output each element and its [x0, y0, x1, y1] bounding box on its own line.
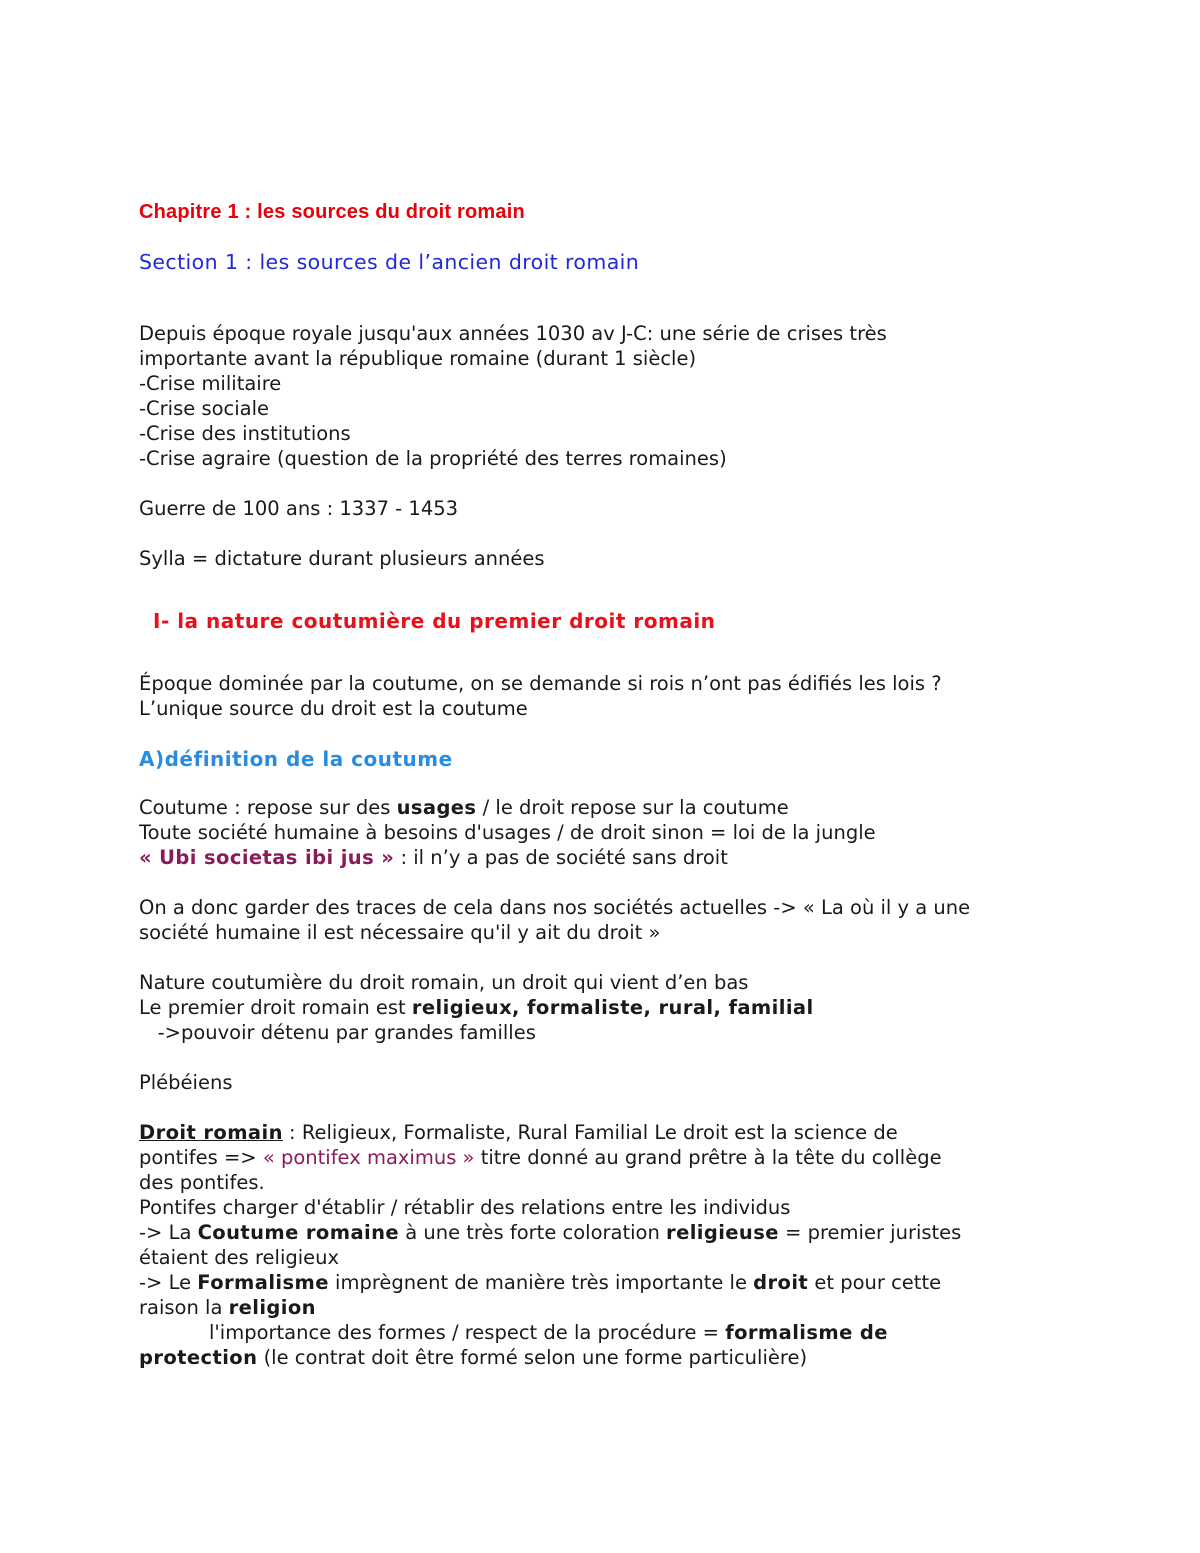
- coutume-line-1: Coutume : repose sur des usages / le droit repose sur la coutume: [139, 796, 789, 819]
- chapter-title: Chapitre 1 : les sources du droit romain: [139, 201, 525, 223]
- droit-romain-line-10: protection (le contrat doit être formé selon une forme particulière): [139, 1346, 808, 1369]
- droit-romain-heading: Droit romain: [139, 1121, 283, 1144]
- intro-line-1: Depuis époque royale jusqu'aux années 1030 av J-C: une série de crises très: [139, 322, 887, 345]
- nature-line-1: Nature coutumière du droit romain, un droit qui vient d’en bas: [139, 971, 749, 994]
- crise-item: -Crise sociale: [139, 397, 270, 420]
- crise-item: -Crise des institutions: [139, 422, 351, 445]
- coutume-line-2: Toute société humaine à besoins d'usages / de droit sinon = loi de la jungle: [139, 821, 876, 844]
- droit-romain-line-5: -> La Coutume romaine à une très forte coloration religieuse = premier juristes: [139, 1221, 962, 1244]
- droit-romain-line-4: Pontifes charger d'établir / rétablir des relations entre les individus: [139, 1196, 791, 1219]
- coutume-line-3: « Ubi societas ibi jus » : il n’y a pas de société sans droit: [139, 846, 728, 869]
- droit-romain-line-7: -> Le Formalisme imprègnent de manière très importante le droit et pour cette: [139, 1271, 942, 1294]
- droit-romain-line-3: des pontifes.: [139, 1171, 265, 1194]
- epoque-line-2: L’unique source du droit est la coutume: [139, 697, 528, 720]
- droit-romain-line-1: Droit romain : Religieux, Formaliste, Rural Familial Le droit est la science de: [139, 1121, 898, 1144]
- crise-item: -Crise agraire (question de la propriété des terres romaines): [139, 447, 727, 470]
- intro-line-2: importante avant la république romaine (durant 1 siècle): [139, 347, 697, 370]
- nature-line-2: Le premier droit romain est religieux, formaliste, rural, familial: [139, 996, 814, 1019]
- droit-romain-line-6: étaient des religieux: [139, 1246, 340, 1269]
- sylla-line: Sylla = dictature durant plusieurs années: [139, 547, 545, 570]
- section-a-title: A)définition de la coutume: [139, 747, 453, 771]
- droit-romain-line-8: raison la religion: [139, 1296, 316, 1319]
- droit-romain-line-9: l'importance des formes / respect de la procédure = formalisme de: [209, 1321, 888, 1344]
- section-title: Section 1 : les sources de l’ancien droit romain: [139, 250, 640, 274]
- crise-item: -Crise militaire: [139, 372, 282, 395]
- epoque-line-1: Époque dominée par la coutume, on se demande si rois n’ont pas édifiés les lois ?: [139, 672, 942, 695]
- latin-maxim: « Ubi societas ibi jus »: [139, 846, 395, 869]
- plebeiens-line: Plébéiens: [139, 1071, 233, 1094]
- nature-line-3: ->pouvoir détenu par grandes familles: [139, 1021, 536, 1044]
- ona-line-1: On a donc garder des traces de cela dans nos sociétés actuelles -> « La où il y a une: [139, 896, 971, 919]
- droit-romain-line-2: pontifes => « pontifex maximus » titre donné au grand prêtre à la tête du collège: [139, 1146, 942, 1169]
- part-1-title: I- la nature coutumière du premier droit romain: [153, 609, 716, 633]
- guerre-line: Guerre de 100 ans : 1337 - 1453: [139, 497, 459, 520]
- document-page: [139, 196, 1069, 1370]
- ona-line-2: société humaine il est nécessaire qu'il y ait du droit »: [139, 921, 661, 944]
